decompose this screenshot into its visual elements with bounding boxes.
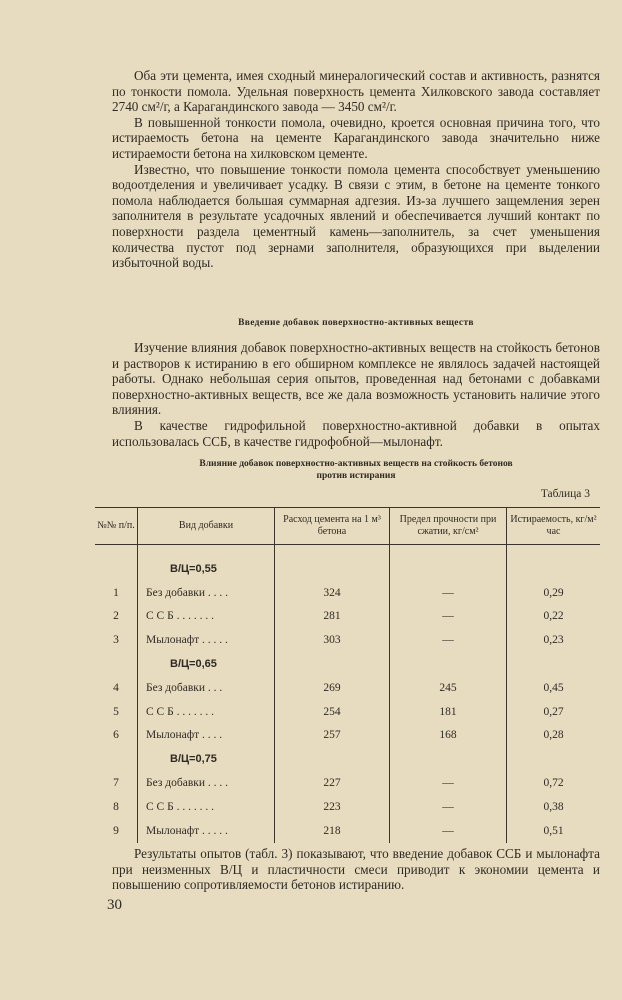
table-cell xyxy=(390,652,507,676)
additive-name: Мылонафт . . . . . xyxy=(138,628,275,652)
abrasion-value: 0,45 xyxy=(507,676,601,700)
table-cell xyxy=(507,652,601,676)
row-number: 8 xyxy=(113,800,119,813)
additive-name: Без добавки . . . . xyxy=(138,771,275,795)
table-spacer-row xyxy=(95,545,600,558)
table-cell xyxy=(507,545,601,558)
table-row xyxy=(95,771,600,795)
table-cell xyxy=(275,747,390,771)
col-header-abrasion: Истираемость, кг/м² час xyxy=(507,508,601,545)
abrasion-value: 0,27 xyxy=(507,700,601,724)
additive-name: Без добавки . . . . xyxy=(138,581,275,605)
row-number: 5 xyxy=(113,705,119,718)
col-header-number: №№ п/п. xyxy=(95,508,138,545)
paragraph: Изучение влияния добавок поверхностно-активных веществ на стойкость бетонов и растворов к истиранию в его обширном комплексе не являлось задачей настоящей работы. Однако небольшая серия опытов, проведенная над бетонами с добавками поверхностно-активных веществ, все же дала возможность установить наличие этого влияния. xyxy=(112,340,600,418)
row-number: 7 xyxy=(113,777,119,790)
compressive-strength: — xyxy=(390,771,507,795)
table-cell xyxy=(95,747,138,771)
table-cell xyxy=(138,545,275,558)
table-group-row xyxy=(95,557,600,581)
table-cell xyxy=(390,545,507,558)
compressive-strength: 181 xyxy=(390,700,507,724)
abrasion-value: 0,28 xyxy=(507,724,601,748)
table-group-row xyxy=(95,747,600,771)
paragraph: В качестве гидрофильной поверхностно-активной добавки в опытах использовалась ССБ, в качестве гидрофобной—мылонафт. xyxy=(112,417,600,449)
cement-consumption: 254 xyxy=(275,700,390,724)
compressive-strength: — xyxy=(390,819,507,843)
abrasion-value: 0,29 xyxy=(507,581,601,605)
row-number: 6 xyxy=(113,729,119,742)
group-label: В/Ц=0,75 xyxy=(138,747,275,771)
abrasion-value: 0,51 xyxy=(507,819,601,843)
table-label: Таблица 3 xyxy=(540,488,590,500)
table-header-row xyxy=(95,508,600,545)
compressive-strength: — xyxy=(390,605,507,629)
table-caption-line: Влияние добавок поверхностно-активных веществ на стойкость бетонов xyxy=(199,459,513,469)
table-row xyxy=(95,676,600,700)
additive-name: Без добавки . . . xyxy=(138,676,275,700)
row-number: 3 xyxy=(113,634,119,647)
table-caption xyxy=(112,458,600,482)
cement-consumption: 269 xyxy=(275,676,390,700)
bottom-text xyxy=(112,846,600,893)
abrasion-value: 0,23 xyxy=(507,628,601,652)
group-label: В/Ц=0,65 xyxy=(138,652,275,676)
compressive-strength: — xyxy=(390,628,507,652)
additive-name: С С Б . . . . . . . xyxy=(138,605,275,629)
table-row xyxy=(95,819,600,843)
section-heading: Введение добавок поверхностно-активных веществ xyxy=(238,318,474,328)
table-caption-line: против истирания xyxy=(316,471,396,481)
page-number: 30 xyxy=(107,897,122,913)
table-cell xyxy=(507,747,601,771)
cement-consumption: 257 xyxy=(275,724,390,748)
table-cell xyxy=(95,557,138,581)
table-row xyxy=(95,605,600,629)
mid-text xyxy=(112,340,600,449)
table-row xyxy=(95,700,600,724)
table-cell xyxy=(95,652,138,676)
top-text xyxy=(112,68,600,271)
row-number: 1 xyxy=(113,586,119,599)
data-table xyxy=(95,507,600,843)
col-header-additive: Вид добавки xyxy=(138,508,275,545)
table-cell xyxy=(95,545,138,558)
row-number: 4 xyxy=(113,681,119,694)
compressive-strength: — xyxy=(390,581,507,605)
compressive-strength: 168 xyxy=(390,724,507,748)
paragraph: Оба эти цемента, имея сходный минералогический состав и активность, разнятся по тонкости помола. Удельная поверхность цемента Хилковского завода составляет 2740 см²/г, а Карагандинского завода — 3450 см²/г. xyxy=(112,68,600,115)
table-row xyxy=(95,628,600,652)
compressive-strength: 245 xyxy=(390,676,507,700)
row-number: 2 xyxy=(113,610,119,623)
additive-name: С С Б . . . . . . . xyxy=(138,795,275,819)
table-cell xyxy=(275,545,390,558)
col-header-strength: Предел прочности при сжатии, кг/см² xyxy=(390,508,507,545)
paragraph: Известно, что повышение тонкости помола цемента способствует уменьшению водоотделения и увеличивает усадку. В связи с этим, в бетоне на цементе тонкого помола наблюдается большая суммарная адгезия. Из-за лучшего защемления зерен заполнителя в результате усадочных явлений и обеспечивается лучший контакт по поверхности раздела цементный камень—заполнитель, за счет уменьшения количества пустот под зернами заполнителя, образующихся при выделении избыточной воды. xyxy=(112,161,600,271)
table-cell xyxy=(275,652,390,676)
paragraph: В повышенной тонкости помола, очевидно, кроется основная причина того, что истираемость бетона на цементе Карагандинского завода значительно ниже истираемости бетона на хилковском цементе. xyxy=(112,114,600,161)
additive-name: Мылонафт . . . . xyxy=(138,724,275,748)
compressive-strength: — xyxy=(390,795,507,819)
cement-consumption: 324 xyxy=(275,581,390,605)
table-row xyxy=(95,581,600,605)
additive-name: С С Б . . . . . . . xyxy=(138,700,275,724)
col-header-cement: Расход цемента на 1 м³ бетона xyxy=(275,508,390,545)
additive-name: Мылонафт . . . . . xyxy=(138,819,275,843)
cement-consumption: 218 xyxy=(275,819,390,843)
cement-consumption: 223 xyxy=(275,795,390,819)
cement-consumption: 281 xyxy=(275,605,390,629)
group-label: В/Ц=0,55 xyxy=(138,557,275,581)
table-row xyxy=(95,724,600,748)
table-row xyxy=(95,795,600,819)
abrasion-value: 0,72 xyxy=(507,771,601,795)
table-cell xyxy=(390,557,507,581)
row-number: 9 xyxy=(113,824,119,837)
cement-consumption: 227 xyxy=(275,771,390,795)
abrasion-value: 0,22 xyxy=(507,605,601,629)
abrasion-value: 0,38 xyxy=(507,795,601,819)
table-body xyxy=(95,545,600,843)
table-cell xyxy=(275,557,390,581)
cement-consumption: 303 xyxy=(275,628,390,652)
paragraph: Результаты опытов (табл. 3) показывают, что введение добавок ССБ и мылонафта при неизменных В/Ц и пластичности смеси приводит к экономии цемента и повышению сопротивляемости бетонов истиранию. xyxy=(112,846,600,893)
table-cell xyxy=(507,557,601,581)
table-group-row xyxy=(95,652,600,676)
table-cell xyxy=(390,747,507,771)
